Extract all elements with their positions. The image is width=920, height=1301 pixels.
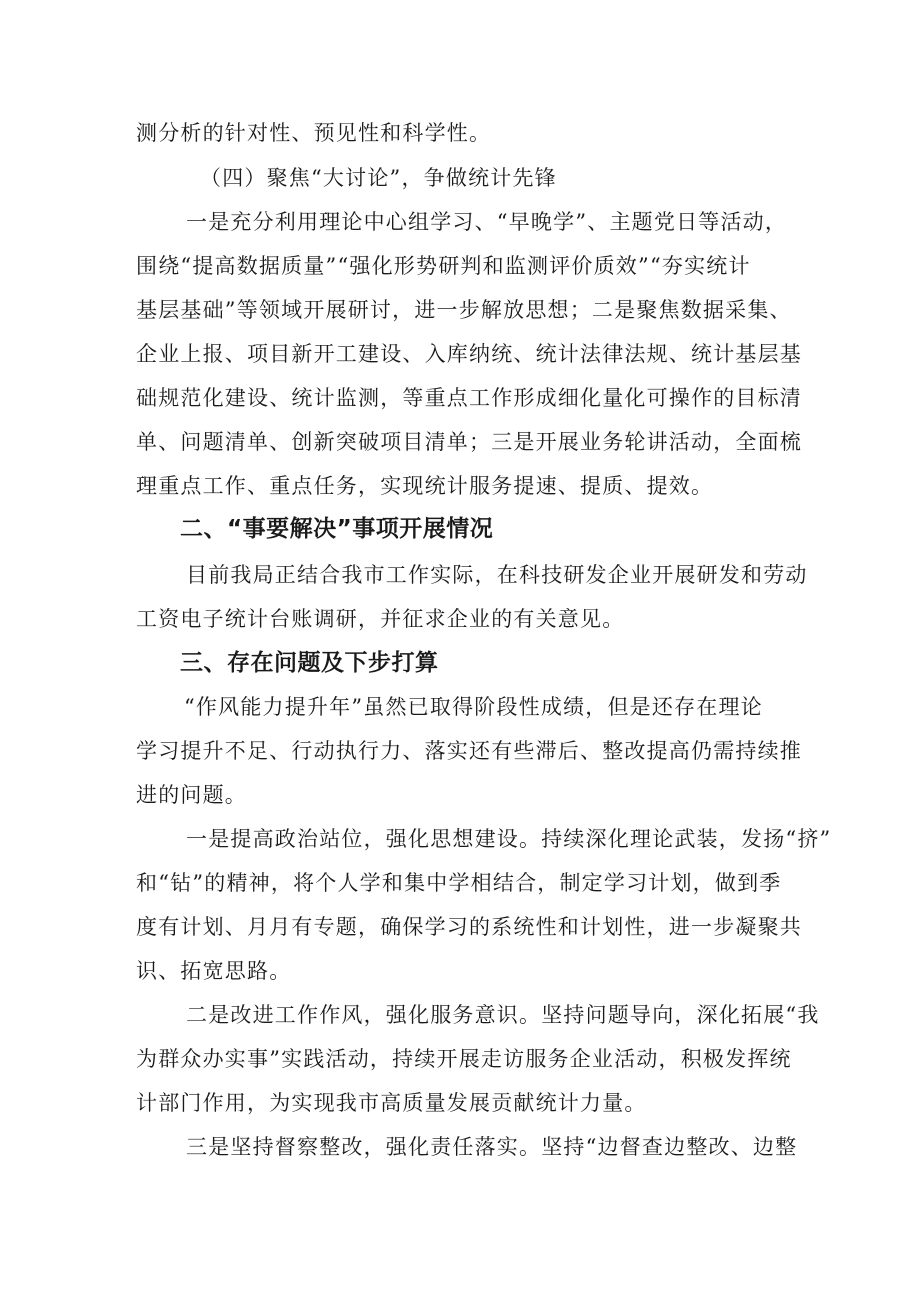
text-line: 一是充分利用理论中心组学习、“早晚学”、主题党日等活动， — [186, 210, 788, 234]
text-line: 度有计划、月月有专题，确保学习的系统性和计划性，进一步凝聚共 — [136, 915, 802, 939]
text-line: 二是改进工作作风，强化服务意识。坚持问题导向，深化拓展“我 — [186, 1003, 820, 1027]
text-line: 工资电子统计台账调研，并征求企业的有关意见。 — [136, 607, 625, 631]
text-line: 单、问题清单、创新突破项目清单；三是开展业务轮讲活动，全面梳 — [136, 430, 802, 454]
section-heading: 三、存在问题及下步打算 — [180, 650, 439, 676]
text-line: 企业上报、项目新开工建设、入库纳统、统计法律法规、统计基层基 — [136, 342, 802, 366]
text-line: 理重点工作、重点任务，实现统计服务提速、提质、提效。 — [136, 474, 714, 498]
text-line: 础规范化建设、统计监测，等重点工作形成细化量化可操作的目标清 — [136, 386, 802, 410]
text-line: 和“钻”的精神，将个人学和集中学相结合，制定学习计划，做到季 — [136, 871, 782, 895]
text-line: 为群众办实事”实践活动，持续开展走访服务企业活动，积极发挥统 — [136, 1047, 792, 1071]
text-line: 进的问题。 — [136, 783, 247, 807]
text-line: 识、拓宽思路。 — [136, 959, 292, 983]
text-line: 基层基础”等领域开展研讨，进一步解放思想；二是聚焦数据采集、 — [136, 298, 792, 322]
text-line: “作风能力提升年”虽然已取得阶段性成绩，但是还存在理论 — [184, 695, 763, 719]
text-line: 三是坚持督察整改，强化责任落实。坚持“边督查边整改、边整 — [186, 1135, 798, 1159]
text-line: 目前我局正结合我市工作实际，在科技研发企业开展研发和劳动 — [186, 563, 808, 587]
text-line: 计部门作用，为实现我市高质量发展贡献统计力量。 — [136, 1091, 647, 1115]
section-heading: 二、“事要解决”事项开展情况 — [180, 516, 494, 542]
subsection-heading: （四）聚焦“大讨论”，争做统计先锋 — [200, 166, 557, 190]
text-line: 围绕“提高数据质量”“强化形势研判和监测评价质效”“夯实统计 — [136, 254, 751, 278]
text-line: 测分析的针对性、预见性和科学性。 — [136, 121, 492, 145]
text-line: 一是提高政治站位，强化思想建设。持续深化理论武装，发扬“挤” — [186, 827, 832, 851]
text-line: 学习提升不足、行动执行力、落实还有些滞后、整改提高仍需持续推 — [136, 739, 802, 763]
